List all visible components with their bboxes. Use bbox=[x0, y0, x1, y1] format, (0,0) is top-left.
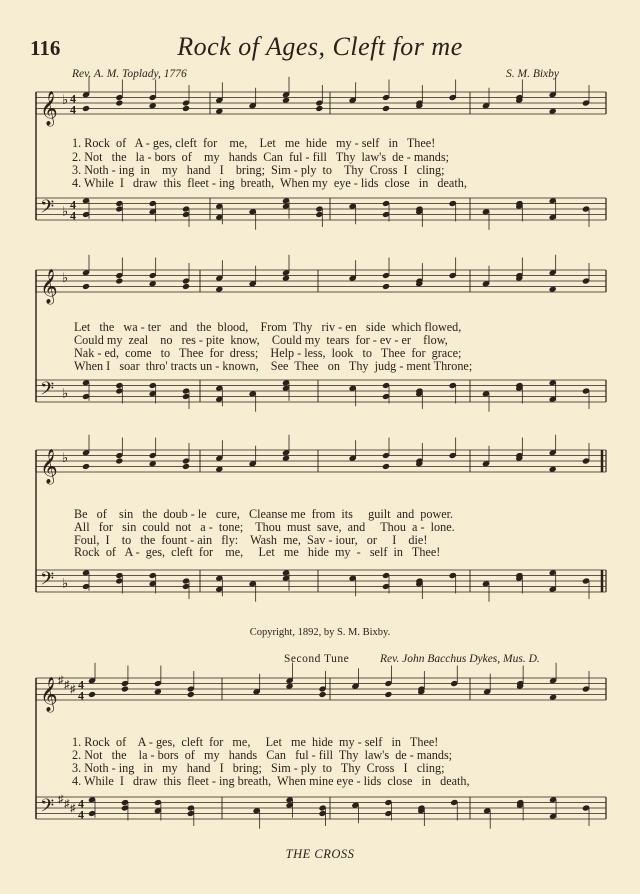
note-head bbox=[115, 99, 123, 106]
second-tune-credit: Rev. John Bacchus Dykes, Mus. D. bbox=[380, 653, 540, 665]
note-head bbox=[82, 105, 90, 112]
note-head bbox=[88, 691, 96, 698]
time-signature: 4 bbox=[70, 208, 76, 223]
sharp-icon: ♯ bbox=[70, 683, 76, 696]
lyric-line: 1. Rock of A - ges, cleft for me, Let me hide my - self in Thee! bbox=[72, 136, 436, 150]
sharp-icon: ♯ bbox=[58, 674, 64, 687]
flat-icon: ♭ bbox=[62, 270, 69, 286]
time-signature: 4 bbox=[70, 197, 76, 212]
treble-clef-icon: 𝄞 bbox=[40, 91, 58, 126]
note-head bbox=[82, 283, 90, 290]
note-head bbox=[115, 277, 123, 284]
note-head bbox=[182, 283, 190, 290]
note-head bbox=[384, 691, 392, 698]
lyric-line: Could my zeal no res - pite know, Could my tears for - ev - er flow, bbox=[74, 333, 448, 347]
note-head bbox=[182, 105, 190, 112]
flat-icon: ♭ bbox=[62, 450, 69, 466]
note-head bbox=[82, 463, 90, 470]
note-head bbox=[382, 463, 390, 470]
hymn-title: Rock of Ages, Cleft for me bbox=[177, 32, 463, 61]
time-signature: 4 bbox=[78, 807, 84, 822]
words-credit: Rev. A. M. Toplady, 1776 bbox=[72, 68, 187, 80]
lyric-line: 3. Noth - ing in my hand I bring; Sim - ply to Thy Cross I cling; bbox=[72, 163, 445, 177]
flat-icon: ♭ bbox=[62, 203, 69, 219]
note-head bbox=[187, 691, 195, 698]
lyric-line: 3. Noth - ing in my hand I bring; Sim - ply to Thy Cross I cling; bbox=[72, 761, 445, 775]
note-head bbox=[182, 463, 190, 470]
time-signature: 4 bbox=[78, 688, 84, 703]
flat-icon: ♭ bbox=[62, 385, 69, 401]
lyric-line: 1. Rock of A - ges, cleft for me, Let me hide my - self in Thee! bbox=[72, 735, 439, 749]
lyric-line: Be of sin the doub - le cure, Cleanse me from its guilt and power. bbox=[74, 507, 454, 521]
time-signature: 4 bbox=[70, 91, 76, 106]
note-head bbox=[315, 105, 323, 112]
time-signature: 4 bbox=[78, 677, 84, 692]
sharp-icon: ♯ bbox=[64, 678, 70, 691]
lyric-line: Nak - ed, come to Thee for dress; Help - less, look to Thee for grace; bbox=[74, 346, 462, 360]
treble-clef-icon: 𝄞 bbox=[40, 677, 58, 712]
sharp-icon: ♯ bbox=[58, 793, 64, 806]
lyric-line: 4. While I draw this fleet - ing breath, When my eye - lids close in death, bbox=[72, 176, 467, 190]
music-credit: S. M. Bixby bbox=[506, 68, 560, 80]
lyric-line: Foul, I to the fount - ain fly: Wash me, Sav - iour, or I die! bbox=[74, 533, 428, 547]
note-head bbox=[318, 691, 326, 698]
second-tune-label: Second Tune bbox=[284, 653, 350, 665]
lyric-line: Rock of A - ges, cleft for me, Let me hide my - self in Thee! bbox=[74, 545, 441, 559]
lyric-line: Let the wa - ter and the blood, From Thy riv - en side which flowed, bbox=[74, 320, 462, 334]
bass-clef-icon: 𝄢 bbox=[40, 197, 55, 222]
lyric-line: 4. While I draw this fleet - ing breath, When mine eye - lids close in death, bbox=[72, 774, 470, 788]
flat-icon: ♭ bbox=[62, 92, 69, 108]
lyric-line: When I soar thro' tracts un - known, See Thee on Thy judg - ment Throne; bbox=[74, 359, 473, 373]
note-head bbox=[121, 685, 129, 692]
bass-clef-icon: 𝄢 bbox=[40, 796, 55, 821]
time-signature: 4 bbox=[78, 796, 84, 811]
lyric-line: 2. Not the la - bors of my hands Can ful - fill Thy law's de - mands; bbox=[72, 150, 450, 164]
copyright-notice: Copyright, 1892, by S. M. Bixby. bbox=[249, 627, 391, 638]
bass-clef-icon: 𝄢 bbox=[40, 379, 55, 404]
lyric-line: 2. Not the la - bors of my hands Can ful - fill Thy law's de - mands; bbox=[72, 748, 453, 762]
note-head bbox=[382, 105, 390, 112]
flat-icon: ♭ bbox=[62, 575, 69, 591]
time-signature: 4 bbox=[70, 102, 76, 117]
footer-section-title: THE CROSS bbox=[285, 847, 355, 861]
sharp-icon: ♯ bbox=[70, 802, 76, 815]
treble-clef-icon: 𝄞 bbox=[40, 269, 58, 304]
treble-clef-icon: 𝄞 bbox=[40, 449, 58, 484]
sharp-icon: ♯ bbox=[64, 797, 70, 810]
lyric-line: All for sin could not a - tone; Thou must save, and Thou a - lone. bbox=[74, 520, 455, 534]
note-head bbox=[115, 457, 123, 464]
bass-clef-icon: 𝄢 bbox=[40, 569, 55, 594]
page-number: 116 bbox=[30, 36, 61, 60]
note-head bbox=[382, 283, 390, 290]
